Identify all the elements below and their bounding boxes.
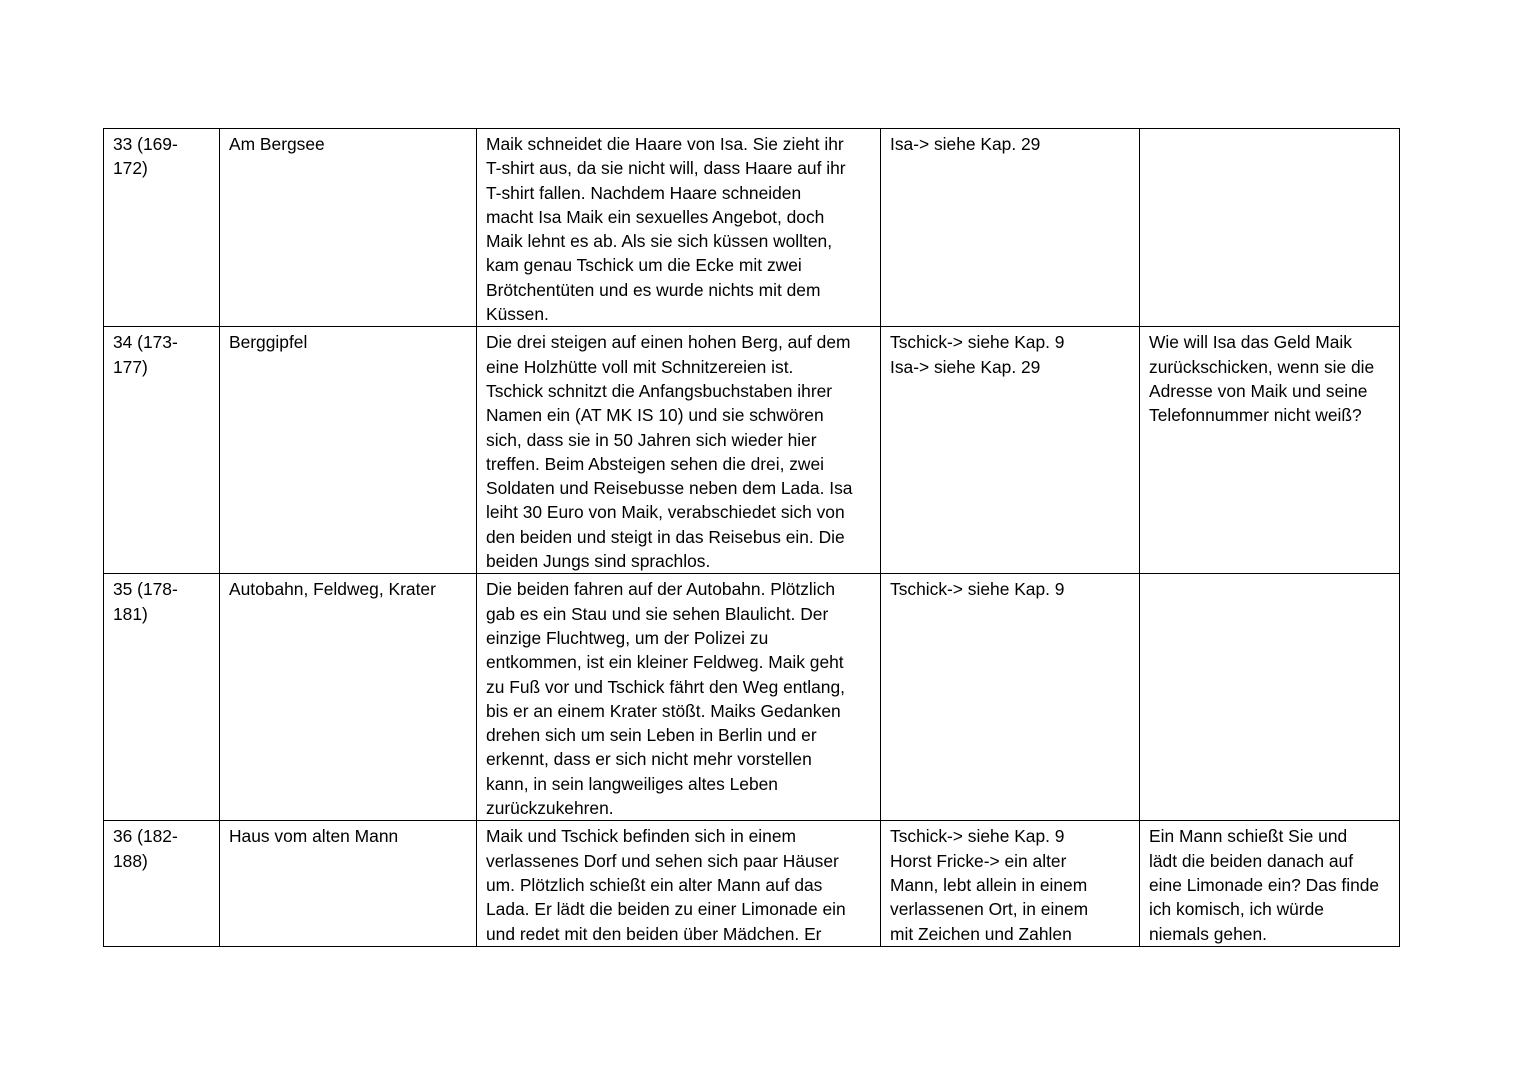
place-cell bbox=[220, 327, 477, 574]
place-cell bbox=[220, 574, 477, 821]
place-cell bbox=[220, 129, 477, 327]
place-text: Haus vom alten Mann bbox=[229, 826, 399, 847]
summary-text: Die drei steigen auf einen hohen Berg, auf dem eine Holzhütte voll mit Schnitzereien ist. Tschick schnitzt die Anfangsbuchstaben ihrer Namen ein (AT MK IS 10) und sie schwören sich, dass sie in 50 Jahren sich wieder hier treffen. Beim Absteigen sehen die drei, zwei Soldaten und Reisebusse neben dem Lada. Isa leiht 30 Euro von Maik, verabschiedet sich von den beiden und steigt in das Reisebus ein. Die beiden Jungs sind sprachlos. bbox=[486, 332, 853, 572]
chapter-cell bbox=[104, 821, 220, 946]
chapter-text: 35 (178- 181) bbox=[113, 579, 178, 624]
place-cell bbox=[220, 821, 477, 946]
chapter-table bbox=[103, 128, 1400, 947]
summary-cell bbox=[477, 574, 881, 821]
table-row bbox=[104, 574, 1400, 821]
chapter-text: 33 (169- 172) bbox=[113, 134, 178, 179]
characters-cell bbox=[881, 574, 1140, 821]
chapter-cell bbox=[104, 574, 220, 821]
characters-text: Tschick-> siehe Kap. 9 Horst Fricke-> ein alter Mann, lebt allein in einem verlassenen Ort, in einem mit Zeichen und Zahlen bbox=[890, 826, 1089, 944]
summary-cell bbox=[477, 129, 881, 327]
place-text: Am Bergsee bbox=[229, 134, 325, 154]
notes-cell bbox=[1140, 129, 1400, 327]
characters-cell bbox=[881, 129, 1140, 327]
table-row bbox=[104, 129, 1400, 327]
characters-text: Tschick-> siehe Kap. 9 bbox=[890, 579, 1065, 600]
summary-text: Maik und Tschick befinden sich in einem verlassenes Dorf und sehen sich paar Häuser um. Plötzlich schießt ein alter Mann auf das Lada. Er lädt die beiden zu einer Limonade ein und redet mit den beiden über Mädchen. Er bbox=[486, 826, 846, 944]
place-text: Berggipfel bbox=[229, 332, 308, 353]
place-text: Autobahn, Feldweg, Krater bbox=[229, 579, 436, 600]
summary-text: Die beiden fahren auf der Autobahn. Plötzlich gab es ein Stau und sie sehen Blaulicht. Der einzige Fluchtweg, um der Polizei zu entkommen, ist ein kleiner Feldweg. Maik geht zu Fuß vor und Tschick fährt den Weg entlang, bis er an einem Krater stößt. Maiks Gedanken drehen sich um sein Leben in Berlin und er erkennt, dass er sich nicht mehr vorstellen kann, in sein langweiliges altes Leben zurückzukehren. bbox=[486, 579, 845, 819]
table-row bbox=[104, 327, 1400, 574]
summary-cell bbox=[477, 821, 881, 946]
characters-cell bbox=[881, 327, 1140, 574]
characters-cell bbox=[881, 821, 1140, 946]
chapter-text: 36 (182- 188) bbox=[113, 826, 178, 871]
notes-text: Ein Mann schießt Sie und lädt die beiden danach auf eine Limonade ein? Das finde ich komisch, ich würde niemals gehen. bbox=[1149, 826, 1380, 944]
notes-cell bbox=[1140, 574, 1400, 821]
table-row bbox=[104, 821, 1400, 946]
chapter-cell bbox=[104, 327, 220, 574]
chapter-text: 34 (173- 177) bbox=[113, 332, 178, 377]
summary-text: Maik schneidet die Haare von Isa. Sie zieht ihr T-shirt aus, da sie nicht will, dass Haare auf ihr T-shirt fallen. Nachdem Haare schneiden macht Isa Maik ein sexuelles Angebot, doch Maik lehnt es ab. Als sie sich küssen wollten, kam genau Tschick um die Ecke mit zwei Brötchentüten und es wurde nichts mit dem Küssen. bbox=[486, 134, 846, 325]
characters-text: Isa-> siehe Kap. 29 bbox=[890, 134, 1041, 154]
chapter-cell bbox=[104, 129, 220, 327]
notes-cell bbox=[1140, 327, 1400, 574]
notes-text: Wie will Isa das Geld Maik zurückschicken, wenn sie die Adresse von Maik und seine Telefonnummer nicht weiß? bbox=[1149, 332, 1375, 426]
summary-cell bbox=[477, 327, 881, 574]
notes-cell bbox=[1140, 821, 1400, 946]
characters-text: Tschick-> siehe Kap. 9 Isa-> siehe Kap. 29 bbox=[890, 332, 1065, 377]
